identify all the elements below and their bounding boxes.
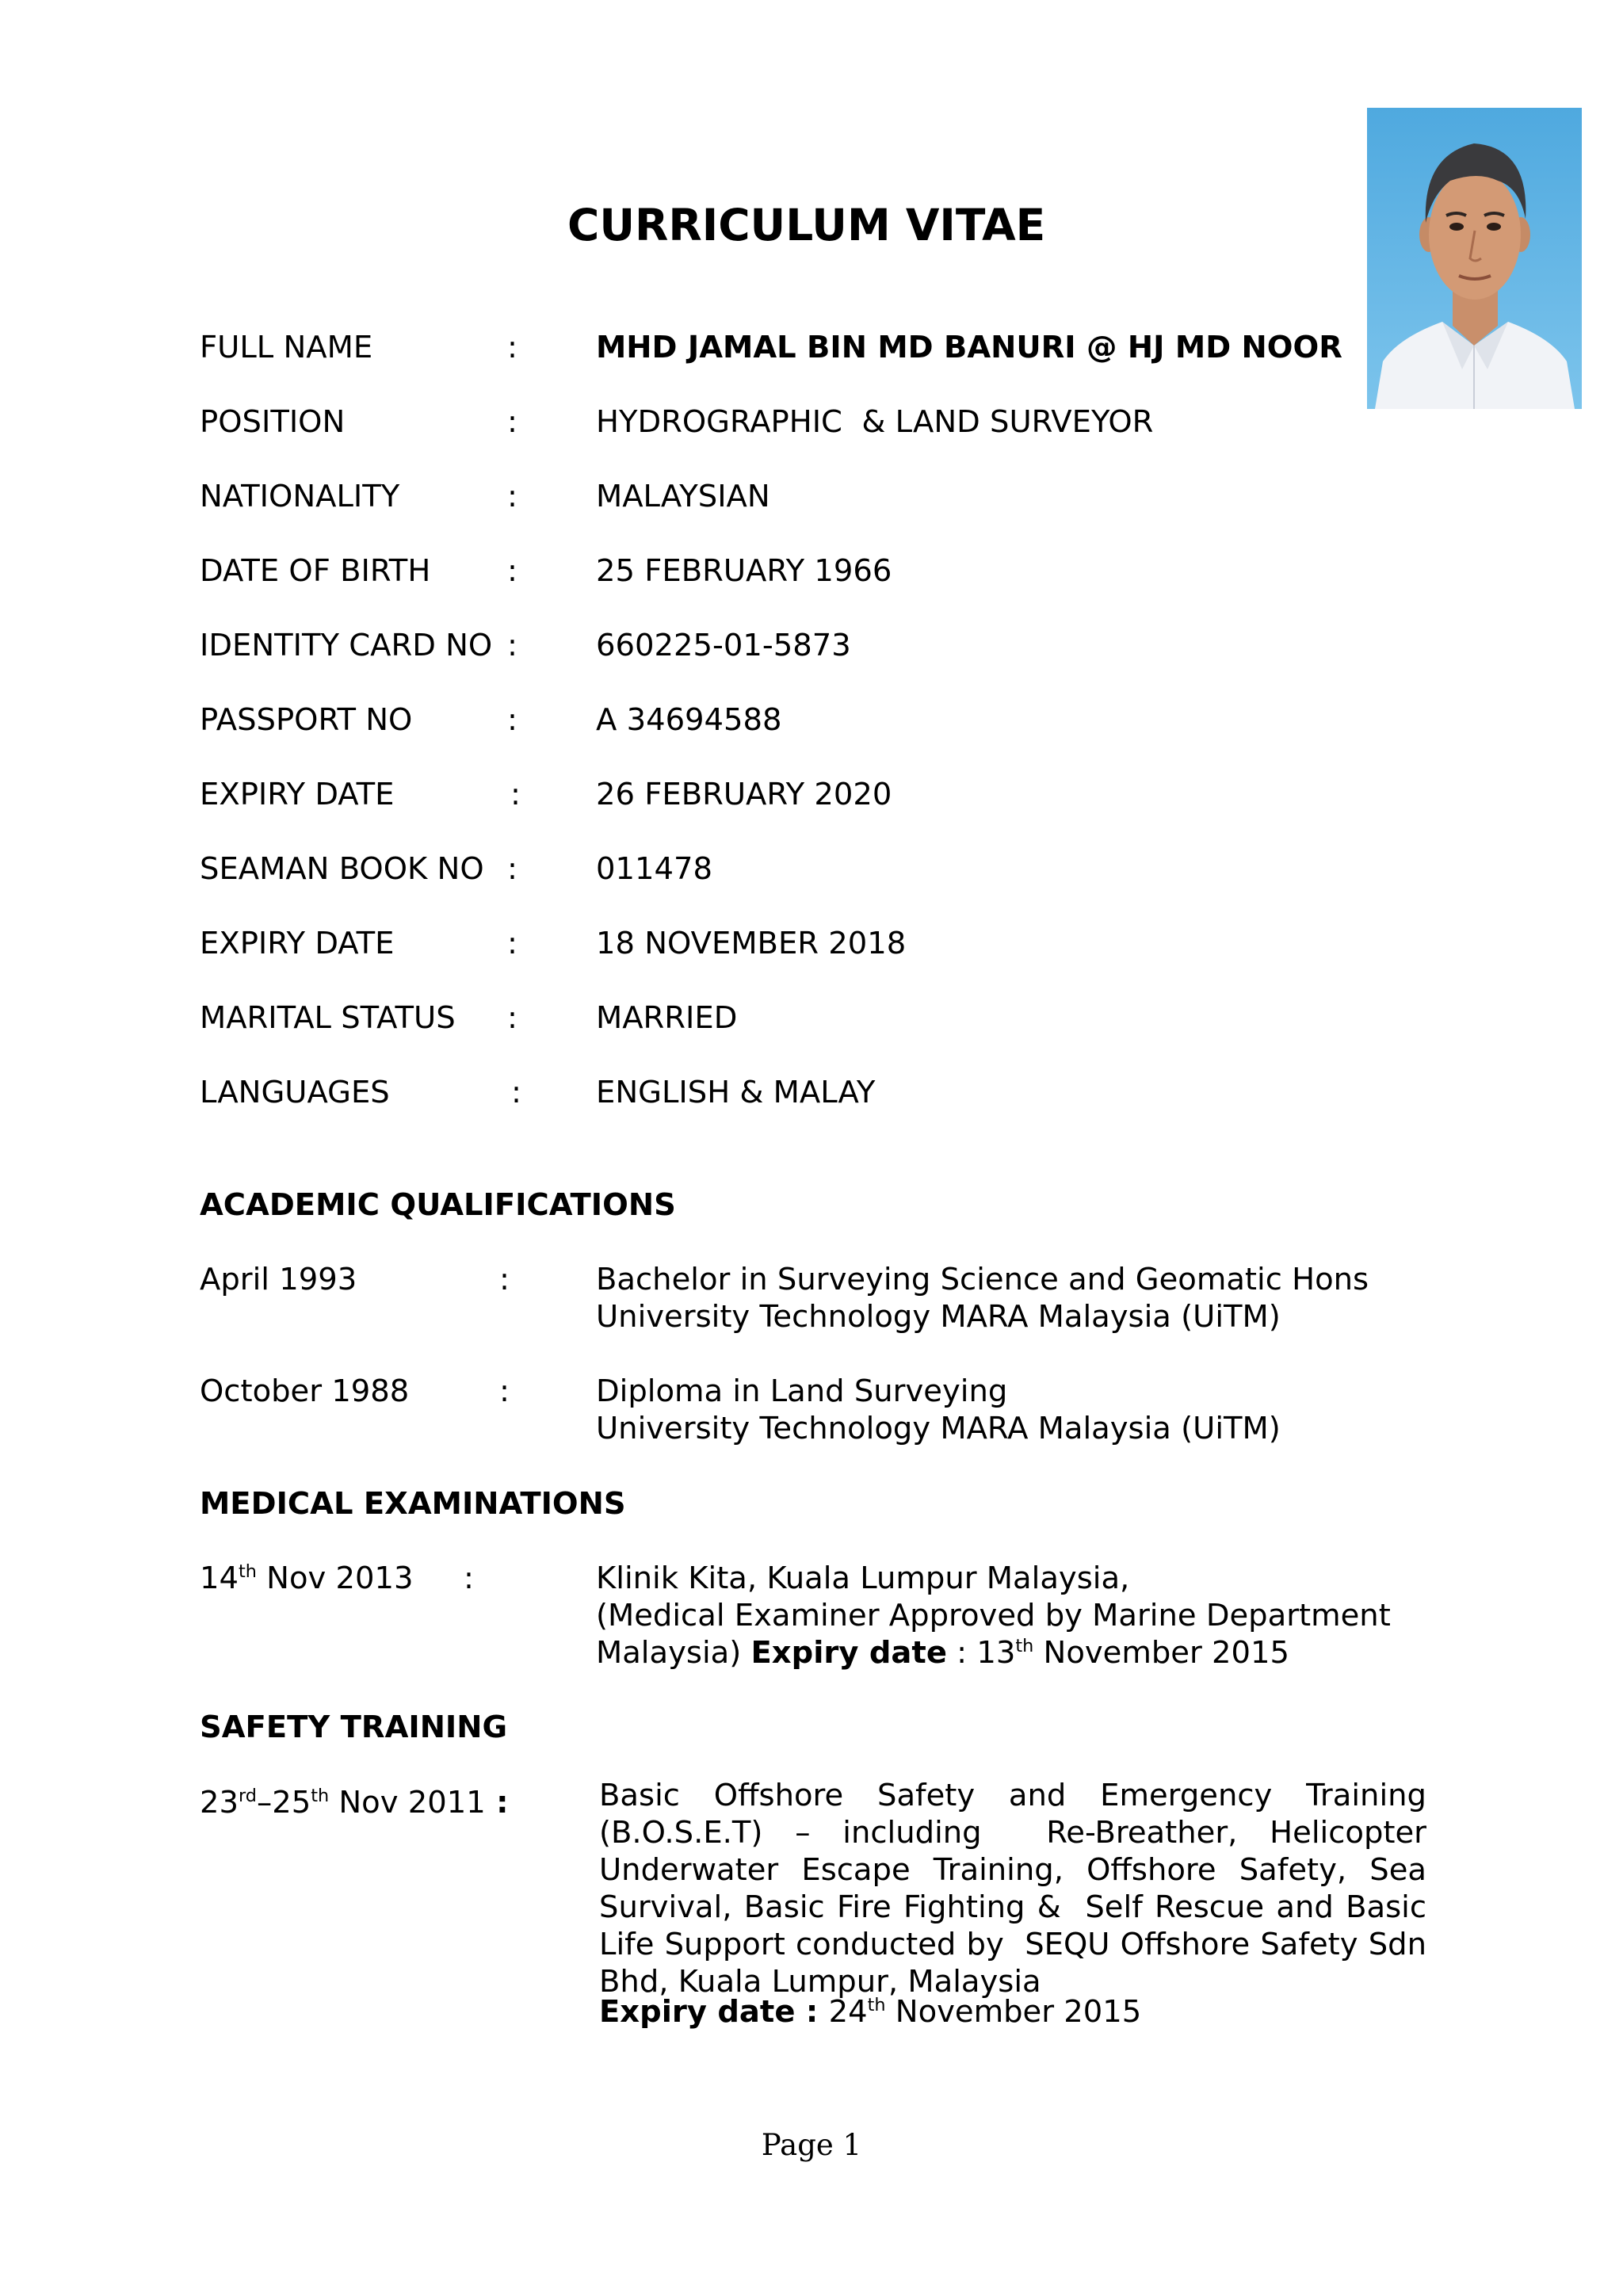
medical-separator: : bbox=[464, 1561, 474, 1596]
safety-date-start: 23 bbox=[200, 1785, 239, 1820]
detail-label: MARITAL STATUS bbox=[200, 1000, 456, 1036]
detail-separator: : bbox=[507, 479, 517, 514]
detail-label: IDENTITY CARD NO bbox=[200, 628, 493, 663]
medical-clinic: Klinik Kita, Kuala Lumpur Malaysia, bbox=[596, 1561, 1130, 1596]
medical-expiry-label: Expiry date bbox=[750, 1635, 947, 1671]
detail-label: EXPIRY DATE bbox=[200, 926, 395, 961]
academic-institution: University Technology MARA Malaysia (UiTM) bbox=[596, 1299, 1281, 1335]
detail-value: MALAYSIAN bbox=[596, 479, 770, 514]
detail-value: 660225-01-5873 bbox=[596, 628, 851, 663]
medical-expiry-sep: : bbox=[946, 1635, 977, 1671]
safety-date-rest: Nov 2011 bbox=[329, 1785, 486, 1820]
academic-degree: Diploma in Land Surveying bbox=[596, 1373, 1008, 1409]
safety-expiry-label: Expiry date : bbox=[599, 1994, 829, 2030]
safety-date-dash: – bbox=[256, 1785, 273, 1820]
academic-degree: Bachelor in Surveying Science and Geomatic Hons bbox=[596, 1262, 1369, 1297]
portrait-photo bbox=[1367, 108, 1582, 409]
safety-date-end-suffix: th bbox=[311, 1786, 330, 1807]
page-title: CURRICULUM VITAE bbox=[567, 200, 1046, 250]
medical-date-day: 14 bbox=[200, 1561, 239, 1596]
detail-label: PASSPORT NO bbox=[200, 702, 413, 738]
detail-value: 011478 bbox=[596, 851, 712, 887]
detail-separator: : bbox=[507, 553, 517, 589]
detail-separator: : bbox=[510, 777, 521, 812]
safety-date bbox=[200, 1785, 509, 1820]
detail-label: LANGUAGES bbox=[200, 1075, 390, 1110]
medical-approval: (Medical Examiner Approved by Marine Department bbox=[596, 1598, 1391, 1633]
detail-label: DATE OF BIRTH bbox=[200, 553, 431, 589]
medical-expiry-suffix: th bbox=[1015, 1636, 1034, 1657]
safety-separator: : bbox=[485, 1785, 509, 1820]
academic-date: April 1993 bbox=[200, 1262, 357, 1297]
detail-separator: : bbox=[507, 330, 517, 365]
detail-value: HYDROGRAPHIC & LAND SURVEYOR bbox=[596, 404, 1154, 440]
academic-date: October 1988 bbox=[200, 1373, 410, 1409]
detail-value: ENGLISH & MALAY bbox=[596, 1075, 876, 1110]
detail-separator: : bbox=[507, 926, 517, 961]
academic-heading: ACADEMIC QUALIFICATIONS bbox=[200, 1187, 676, 1223]
academic-institution: University Technology MARA Malaysia (UiTM) bbox=[596, 1411, 1281, 1446]
detail-value: A 34694588 bbox=[596, 702, 782, 738]
academic-separator: : bbox=[499, 1373, 510, 1409]
detail-value: MARRIED bbox=[596, 1000, 738, 1036]
detail-separator: : bbox=[507, 702, 517, 738]
safety-heading: SAFETY TRAINING bbox=[200, 1710, 508, 1745]
academic-separator: : bbox=[499, 1262, 510, 1297]
medical-expiry-rest: November 2015 bbox=[1033, 1635, 1290, 1671]
safety-expiry-day: 24 bbox=[828, 1994, 868, 2030]
detail-separator: : bbox=[507, 851, 517, 887]
safety-date-start-suffix: rd bbox=[239, 1786, 257, 1807]
medical-expiry-day: 13 bbox=[976, 1635, 1016, 1671]
detail-label: EXPIRY DATE bbox=[200, 777, 395, 812]
detail-separator: : bbox=[511, 1075, 521, 1110]
detail-separator: : bbox=[507, 628, 517, 663]
page-number: Page 1 bbox=[761, 2128, 862, 2162]
medical-line3-prefix: Malaysia) bbox=[596, 1635, 751, 1671]
detail-value: 25 FEBRUARY 1966 bbox=[596, 553, 892, 589]
safety-expiry-rest: November 2015 bbox=[885, 1994, 1142, 2030]
medical-expiry-line bbox=[596, 1635, 1290, 1671]
medical-heading: MEDICAL EXAMINATIONS bbox=[200, 1486, 626, 1522]
safety-description: Basic Offshore Safety and Emergency Training (B.O.S.E.T) – including Re-Breather, Helicopter Underwater Escape Training, Offshore Safety, Sea Survival, Basic Fire Fighting & Self Rescue and Basic Life Support conducted by SEQU Offshore Safety Sdn Bhd, Kuala Lumpur, Malaysia bbox=[599, 1778, 1437, 2000]
medical-date bbox=[200, 1561, 414, 1596]
safety-expiry-suffix: th bbox=[867, 1995, 886, 2016]
portrait-icon bbox=[1367, 108, 1582, 409]
detail-value: 26 FEBRUARY 2020 bbox=[596, 777, 892, 812]
safety-date-end: 25 bbox=[272, 1785, 311, 1820]
detail-separator: : bbox=[507, 404, 517, 440]
detail-separator: : bbox=[507, 1000, 517, 1036]
detail-value: 18 NOVEMBER 2018 bbox=[596, 926, 907, 961]
full-name-value: MHD JAMAL BIN MD BANURI @ HJ MD NOOR bbox=[596, 330, 1342, 365]
detail-label: FULL NAME bbox=[200, 330, 373, 365]
detail-label: NATIONALITY bbox=[200, 479, 400, 514]
detail-label: SEAMAN BOOK NO bbox=[200, 851, 484, 887]
detail-label: POSITION bbox=[200, 404, 346, 440]
safety-expiry-line bbox=[599, 1994, 1142, 2030]
medical-date-suffix: th bbox=[239, 1561, 257, 1583]
medical-date-rest: Nov 2013 bbox=[256, 1561, 414, 1596]
